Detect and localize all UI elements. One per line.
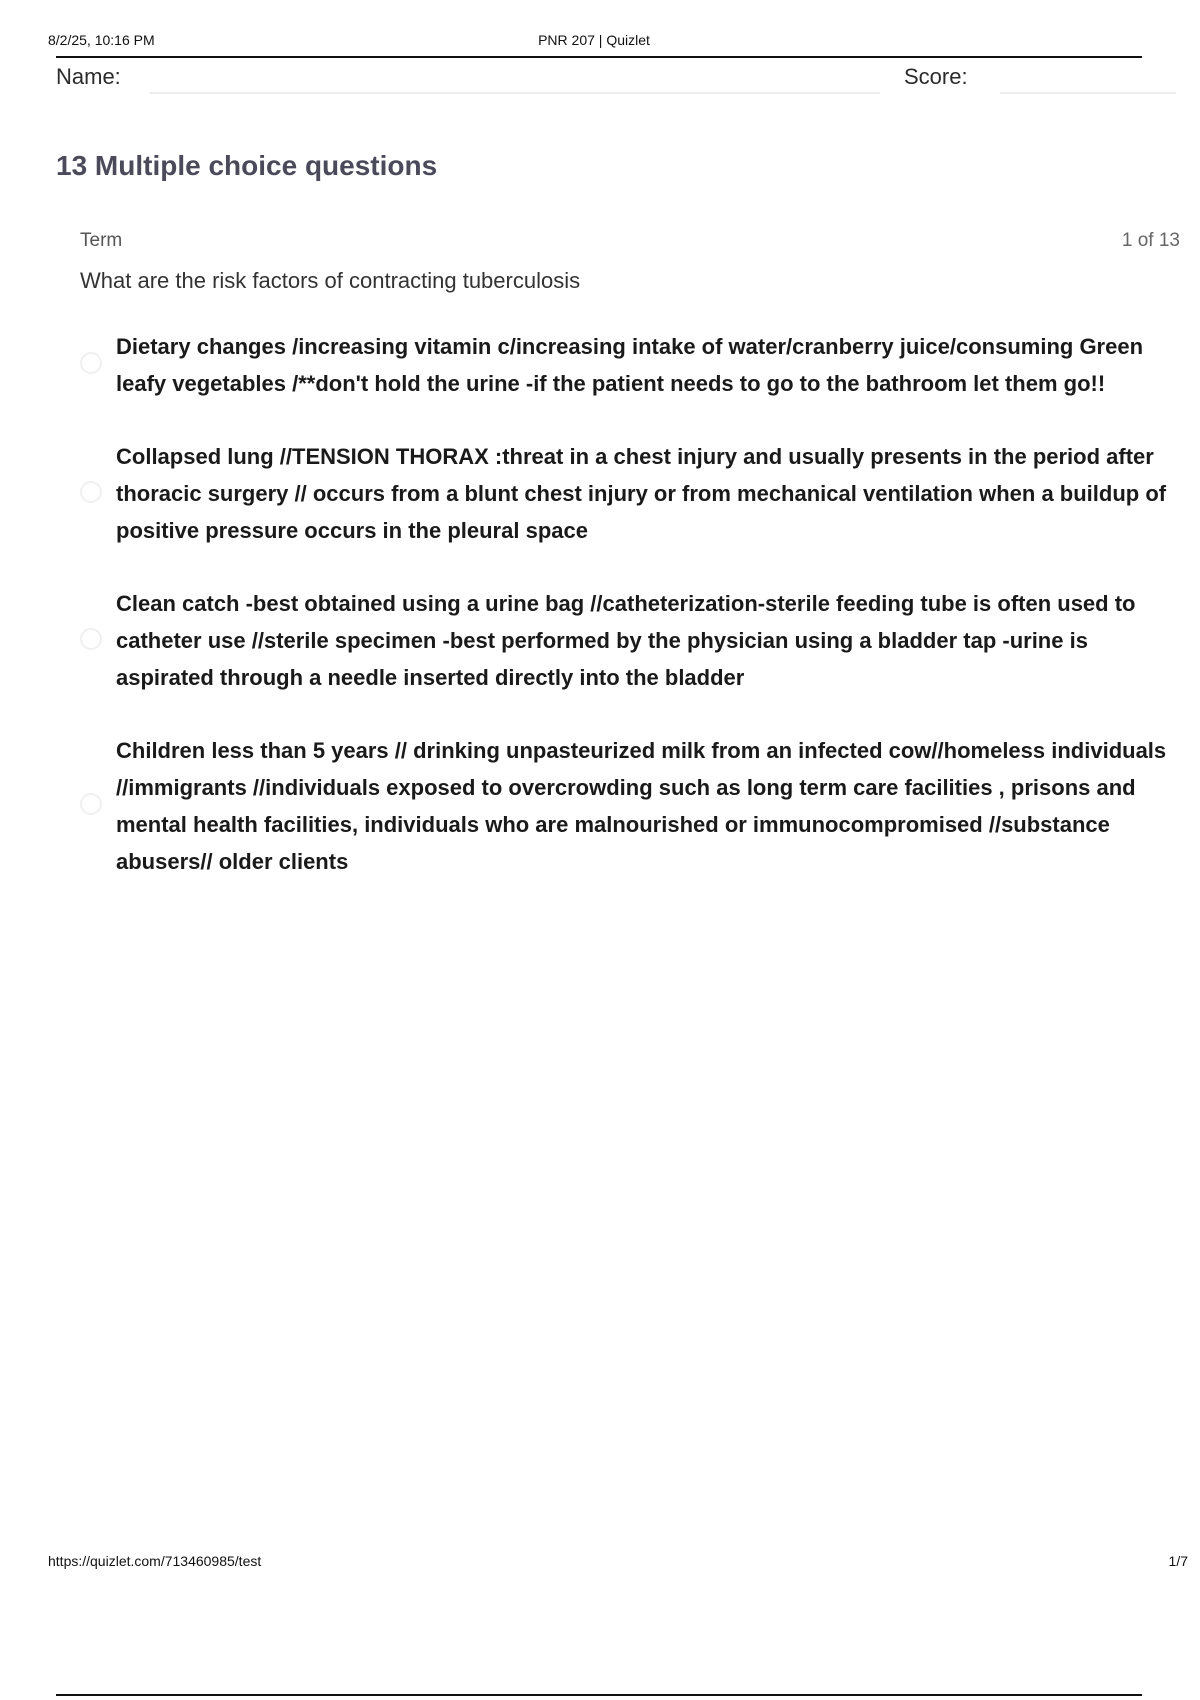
page-url: https://quizlet.com/713460985/test [48,1553,262,1569]
term-label: Term [80,230,123,251]
answer-option[interactable] [80,328,1180,402]
answer-option[interactable] [80,585,1180,696]
answer-option[interactable] [80,732,1180,880]
footer-divider [56,1694,1142,1696]
score-label: Score: [904,64,968,89]
answer-option-text: Dietary changes /increasing vitamin c/increasing intake of water/cranberry juice/consuming Green leafy vegetables /**don't hold the urine -if the patient needs to go to the bathroom let them go!! [116,334,1144,396]
print-date: 8/2/25, 10:16 PM [48,32,155,48]
answer-option-text: Children less than 5 years // drinking unpasteurized milk from an infected cow//homeless individuals //immigrants //individuals exposed to overcrowding such as long term care facilities , prisons and mental health facilities, individuals who are malnourished or immunocompromised //substance abusers// older clients [116,738,1167,874]
radio-button[interactable] [80,793,102,815]
score-field[interactable] [1000,92,1176,94]
section-title: 13 Multiple choice questions [56,150,438,181]
name-field[interactable] [150,92,880,94]
print-page-title: PNR 207 | Quizlet [538,32,650,48]
name-label: Name: [56,64,121,89]
question-card [80,226,1180,926]
radio-button[interactable] [80,481,102,503]
page-number: 1/7 [1168,1553,1188,1569]
name-score-row [56,62,1176,102]
answer-option[interactable] [80,438,1180,549]
answer-option-text: Collapsed lung //TENSION THORAX :threat in a chest injury and usually presents in the period after thoracic surgery // occurs from a blunt chest injury or from mechanical ventilation when a buildup of positive pressure occurs in the pleural space [116,444,1167,543]
radio-button[interactable] [80,628,102,650]
header-divider [56,56,1142,58]
question-counter: 1 of 13 [1121,230,1180,251]
question-text: What are the risk factors of contracting tuberculosis [80,268,581,293]
answer-options [80,328,1180,916]
print-header [48,30,1140,54]
radio-button[interactable] [80,352,102,374]
answer-option-text: Clean catch -best obtained using a urine bag //catheterization-sterile feeding tube is often used to catheter use //sterile specimen -best performed by the physician using a bladder tap -urine is aspirated through a needle inserted directly into the bladder [116,591,1136,690]
